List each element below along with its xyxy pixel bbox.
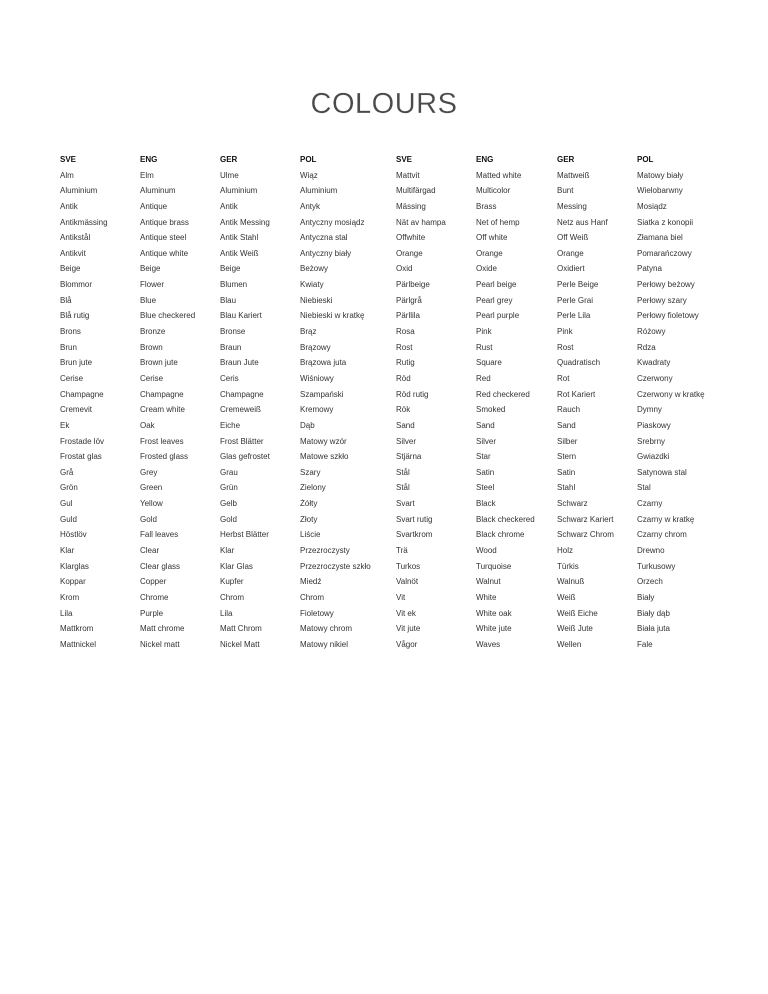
- table-cell: Rutig: [396, 358, 415, 368]
- table-cell: Beige: [220, 264, 241, 274]
- table-cell: Sand: [396, 420, 415, 430]
- table-row: [60, 559, 750, 575]
- table-cell: Turkos: [396, 561, 421, 571]
- table-cell: Rost: [396, 342, 413, 352]
- table-row: [60, 590, 750, 606]
- table-cell: Frost leaves: [140, 436, 184, 446]
- table-cell: Orzech: [637, 577, 663, 587]
- table-cell: Perle Beige: [557, 280, 599, 290]
- table-cell: Rök: [396, 405, 411, 415]
- column-header: ENG: [140, 155, 158, 164]
- table-cell: Nickel matt: [140, 639, 180, 649]
- table-cell: Żółty: [300, 499, 318, 509]
- table-cell: Czerwony w kratkę: [637, 389, 705, 399]
- table-cell: Grey: [140, 467, 158, 477]
- table-cell: Brown jute: [140, 358, 178, 368]
- column-header: SVE: [396, 155, 413, 164]
- table-cell: Liście: [300, 530, 321, 540]
- table-cell: Grau: [220, 467, 238, 477]
- table-cell: Champagne: [60, 389, 104, 399]
- table-cell: Weiß: [557, 592, 576, 602]
- table-cell: Grün: [220, 483, 238, 493]
- table-cell: Szary: [300, 467, 321, 477]
- table-cell: Kremowy: [300, 405, 334, 415]
- table-row: [60, 527, 750, 543]
- table-cell: Pink: [557, 327, 573, 337]
- table-cell: Perłowy beżowy: [637, 280, 695, 290]
- table-cell: Sand: [476, 420, 495, 430]
- table-cell: White jute: [476, 624, 512, 634]
- table-cell: Wiąz: [300, 170, 318, 180]
- table-cell: Klarglas: [60, 561, 89, 571]
- table-cell: Gwiazdki: [637, 452, 670, 462]
- table-cell: Herbst Blätter: [220, 530, 269, 540]
- table-cell: Brun: [60, 342, 77, 352]
- table-row: [60, 355, 750, 371]
- table-cell: Ceris: [220, 373, 239, 383]
- table-cell: Klar Glas: [220, 561, 253, 571]
- table-cell: Green: [140, 483, 163, 493]
- table-cell: Oxide: [476, 264, 497, 274]
- table-cell: Stål: [396, 483, 410, 493]
- table-cell: Gold: [140, 514, 157, 524]
- table-cell: Vit ek: [396, 608, 416, 618]
- column-header: POL: [300, 155, 317, 164]
- table-cell: Svartkrom: [396, 530, 433, 540]
- table-cell: Rosa: [396, 327, 415, 337]
- table-cell: Chrome: [140, 592, 169, 602]
- table-row: [60, 402, 750, 418]
- table-row: [60, 418, 750, 434]
- table-row: [60, 308, 750, 324]
- table-cell: Rot Kariert: [557, 389, 596, 399]
- table-cell: Brass: [476, 201, 497, 211]
- table-cell: Perłowy fioletowy: [637, 311, 699, 321]
- table-cell: Vågor: [396, 639, 418, 649]
- table-cell: Off Weiß: [557, 233, 589, 243]
- table-cell: Rdza: [637, 342, 656, 352]
- table-cell: Matowy chrom: [300, 624, 353, 634]
- table-cell: Grå: [60, 467, 74, 477]
- table-cell: Blå: [60, 295, 72, 305]
- table-cell: Yellow: [140, 499, 163, 509]
- table-cell: Dąb: [300, 420, 315, 430]
- table-row: [60, 199, 750, 215]
- table-cell: Wood: [476, 546, 497, 556]
- table-row: [60, 371, 750, 387]
- table-cell: Wiśniowy: [300, 373, 334, 383]
- table-cell: Red checkered: [476, 389, 530, 399]
- table-cell: Gelb: [220, 499, 237, 509]
- table-cell: Silver: [476, 436, 497, 446]
- table-cell: Klar: [220, 546, 235, 556]
- table-cell: Mattvit: [396, 170, 420, 180]
- table-cell: Przezroczysty: [300, 546, 350, 556]
- table-cell: Trä: [396, 546, 408, 556]
- table-cell: Drewno: [637, 546, 665, 556]
- table-cell: Mattweiß: [557, 170, 590, 180]
- table-cell: Blau: [220, 295, 237, 305]
- table-cell: Nickel Matt: [220, 639, 260, 649]
- table-cell: Różowy: [637, 327, 666, 337]
- table-row: [60, 168, 750, 184]
- table-cell: Brown: [140, 342, 163, 352]
- table-cell: Stjärna: [396, 452, 422, 462]
- table-cell: Black: [476, 499, 496, 509]
- table-cell: Clear: [140, 546, 160, 556]
- table-cell: Guld: [60, 514, 77, 524]
- table-row: [60, 512, 750, 528]
- table-cell: Cerise: [140, 373, 164, 383]
- table-cell: Blumen: [220, 280, 248, 290]
- table-cell: Matowy biały: [637, 170, 684, 180]
- column-header: POL: [637, 155, 654, 164]
- table-cell: Perle Grai: [557, 295, 594, 305]
- table-cell: Orange: [396, 248, 423, 258]
- table-cell: Fale: [637, 639, 653, 649]
- table-row: [60, 387, 750, 403]
- table-cell: Pärlbeige: [396, 280, 430, 290]
- table-cell: Brąz: [300, 327, 317, 337]
- table-cell: Red: [476, 373, 491, 383]
- table-cell: Brons: [60, 327, 81, 337]
- table-header-row: [60, 152, 750, 168]
- table-cell: Niebieski: [300, 295, 333, 305]
- table-cell: Aluminium: [60, 186, 98, 196]
- table-cell: Antyczna stal: [300, 233, 348, 243]
- table-cell: Grön: [60, 483, 78, 493]
- table-cell: Blommor: [60, 280, 93, 290]
- table-cell: Turquoise: [476, 561, 512, 571]
- table-cell: Chrom: [220, 592, 245, 602]
- table-cell: Mosiądz: [637, 201, 667, 211]
- table-cell: Oak: [140, 420, 155, 430]
- table-cell: Svart: [396, 499, 415, 509]
- table-cell: Offwhite: [396, 233, 426, 243]
- table-cell: Schwarz: [557, 499, 588, 509]
- table-cell: Beżowy: [300, 264, 329, 274]
- table-cell: Krom: [60, 592, 80, 602]
- table-cell: Black chrome: [476, 530, 525, 540]
- table-cell: Blue: [140, 295, 157, 305]
- table-cell: Messing: [557, 201, 587, 211]
- table-cell: Nät av hampa: [396, 217, 446, 227]
- table-row: [60, 434, 750, 450]
- table-cell: White: [476, 592, 497, 602]
- table-cell: Sand: [557, 420, 576, 430]
- table-cell: Aluminium: [300, 186, 338, 196]
- table-cell: Turkusowy: [637, 561, 676, 571]
- table-cell: Matted white: [476, 170, 522, 180]
- table-cell: Oxidiert: [557, 264, 585, 274]
- table-cell: Antik: [60, 201, 78, 211]
- table-cell: Rust: [476, 342, 493, 352]
- table-cell: Pearl purple: [476, 311, 520, 321]
- table-cell: Antik Messing: [220, 217, 270, 227]
- table-cell: Silber: [557, 436, 578, 446]
- table-cell: Weiß Jute: [557, 624, 593, 634]
- table-cell: Czerwony: [637, 373, 673, 383]
- table-cell: Eiche: [220, 420, 241, 430]
- table-cell: Antikmässing: [60, 217, 108, 227]
- table-cell: Brun jute: [60, 358, 93, 368]
- table-cell: Kwiaty: [300, 280, 324, 290]
- table-cell: Purple: [140, 608, 164, 618]
- table-cell: Dymny: [637, 405, 662, 415]
- table-cell: Patyna: [637, 264, 662, 274]
- table-cell: Off white: [476, 233, 508, 243]
- table-cell: Cerise: [60, 373, 84, 383]
- table-cell: Czarny chrom: [637, 530, 687, 540]
- table-cell: Blau Kariert: [220, 311, 262, 321]
- table-cell: Stahl: [557, 483, 576, 493]
- table-cell: White oak: [476, 608, 512, 618]
- table-cell: Vit: [396, 592, 406, 602]
- table-cell: Kupfer: [220, 577, 244, 587]
- table-row: [60, 246, 750, 262]
- table-cell: Braun Jute: [220, 358, 259, 368]
- table-cell: Cremeweiß: [220, 405, 261, 415]
- table-row: [60, 230, 750, 246]
- table-cell: Perłowy szary: [637, 295, 687, 305]
- table-row: [60, 480, 750, 496]
- table-cell: Frosted glass: [140, 452, 189, 462]
- table-row: [60, 183, 750, 199]
- table-cell: Valnöt: [396, 577, 419, 587]
- table-cell: Szampański: [300, 389, 344, 399]
- table-cell: Rost: [557, 342, 574, 352]
- table-cell: Kwadraty: [637, 358, 671, 368]
- table-cell: Antik Weiß: [220, 248, 259, 258]
- table-cell: Wellen: [557, 639, 582, 649]
- table-row: [60, 606, 750, 622]
- table-cell: Oxid: [396, 264, 413, 274]
- table-row: [60, 496, 750, 512]
- table-cell: Blå rutig: [60, 311, 90, 321]
- table-cell: Gold: [220, 514, 237, 524]
- table-cell: Antique: [140, 201, 168, 211]
- table-cell: Stal: [637, 483, 651, 493]
- table-cell: Biały: [637, 592, 655, 602]
- table-cell: Brązowa juta: [300, 358, 347, 368]
- table-cell: Gul: [60, 499, 73, 509]
- table-cell: Niebieski w kratkę: [300, 311, 365, 321]
- table-cell: Satynowa stal: [637, 467, 687, 477]
- table-cell: Matt chrome: [140, 624, 185, 634]
- table-cell: Cream white: [140, 405, 185, 415]
- table-cell: Przezroczyste szkło: [300, 561, 371, 571]
- table-cell: Braun: [220, 342, 242, 352]
- table-cell: Flower: [140, 280, 165, 290]
- table-cell: Bronze: [140, 327, 166, 337]
- table-cell: Miedź: [300, 577, 322, 587]
- table-cell: Aluminum: [140, 186, 176, 196]
- table-cell: Walnut: [476, 577, 501, 587]
- table-cell: Holz: [557, 546, 574, 556]
- table-cell: Svart rutig: [396, 514, 433, 524]
- table-cell: Quadratisch: [557, 358, 601, 368]
- table-cell: Stål: [396, 467, 410, 477]
- table-cell: Schwarz Chrom: [557, 530, 614, 540]
- table-cell: Weiß Eiche: [557, 608, 598, 618]
- table-cell: Net of hemp: [476, 217, 520, 227]
- table-cell: Antyczny mosiądz: [300, 217, 365, 227]
- table-cell: Brązowy: [300, 342, 331, 352]
- table-cell: Alm: [60, 170, 74, 180]
- table-row: [60, 637, 750, 653]
- table-cell: Srebrny: [637, 436, 666, 446]
- column-header: ENG: [476, 155, 494, 164]
- table-cell: Blue checkered: [140, 311, 196, 321]
- table-cell: Wielobarwny: [637, 186, 683, 196]
- table-cell: Black checkered: [476, 514, 535, 524]
- table-cell: Orange: [557, 248, 584, 258]
- table-cell: Perle Lila: [557, 311, 591, 321]
- table-cell: Pink: [476, 327, 492, 337]
- table-cell: Lila: [220, 608, 233, 618]
- table-cell: Pomarańczowy: [637, 248, 692, 258]
- table-cell: Czarny w kratkę: [637, 514, 695, 524]
- table-cell: Frostade löv: [60, 436, 105, 446]
- table-row: [60, 277, 750, 293]
- table-cell: Star: [476, 452, 491, 462]
- table-cell: Chrom: [300, 592, 325, 602]
- table-cell: Antique brass: [140, 217, 189, 227]
- table-row: [60, 574, 750, 590]
- table-cell: Glas gefrostet: [220, 452, 270, 462]
- page-title: COLOURS: [310, 88, 458, 120]
- table-cell: Cremevit: [60, 405, 93, 415]
- table-row: [60, 465, 750, 481]
- table-row: [60, 215, 750, 231]
- table-cell: Netz aus Hanf: [557, 217, 608, 227]
- table-cell: Rauch: [557, 405, 581, 415]
- table-cell: Antik: [220, 201, 238, 211]
- table-cell: Square: [476, 358, 502, 368]
- table-cell: Ulme: [220, 170, 239, 180]
- table-cell: Antique white: [140, 248, 189, 258]
- column-header: GER: [557, 155, 575, 164]
- table-cell: Złoty: [300, 514, 318, 524]
- table-cell: Höstlöv: [60, 530, 87, 540]
- table-cell: Smoked: [476, 405, 506, 415]
- table-row: [60, 293, 750, 309]
- table-cell: Röd: [396, 373, 411, 383]
- table-cell: Stern: [557, 452, 577, 462]
- table-cell: Ek: [60, 420, 70, 430]
- table-cell: Antique steel: [140, 233, 187, 243]
- table-cell: Zielony: [300, 483, 326, 493]
- table-cell: Waves: [476, 639, 501, 649]
- table-cell: Fioletowy: [300, 608, 334, 618]
- table-cell: Frost Blätter: [220, 436, 264, 446]
- table-cell: Matowy wzór: [300, 436, 347, 446]
- table-cell: Türkis: [557, 561, 579, 571]
- table-cell: Bronse: [220, 327, 246, 337]
- table-cell: Mattkrom: [60, 624, 94, 634]
- table-cell: Antyk: [300, 201, 321, 211]
- table-cell: Aluminium: [220, 186, 258, 196]
- table-cell: Matt Chrom: [220, 624, 262, 634]
- table-cell: Antyczny biały: [300, 248, 352, 258]
- table-cell: Antik Stahl: [220, 233, 259, 243]
- table-cell: Champagne: [220, 389, 264, 399]
- table-cell: Multifärgad: [396, 186, 436, 196]
- table-cell: Klar: [60, 546, 75, 556]
- table-row: [60, 340, 750, 356]
- table-cell: Schwarz Kariert: [557, 514, 614, 524]
- table-row: [60, 324, 750, 340]
- table-cell: Koppar: [60, 577, 86, 587]
- table-cell: Biały dąb: [637, 608, 670, 618]
- table-cell: Elm: [140, 170, 154, 180]
- table-cell: Clear glass: [140, 561, 181, 571]
- table-cell: Pearl beige: [476, 280, 517, 290]
- column-header: GER: [220, 155, 238, 164]
- table-cell: Fall leaves: [140, 530, 179, 540]
- table-cell: Röd rutig: [396, 389, 429, 399]
- table-cell: Matowe szkło: [300, 452, 349, 462]
- table-cell: Silver: [396, 436, 417, 446]
- table-cell: Lila: [60, 608, 73, 618]
- table-cell: Copper: [140, 577, 167, 587]
- table-cell: Matowy nikiel: [300, 639, 349, 649]
- table-cell: Walnuß: [557, 577, 585, 587]
- table-cell: Mattnickel: [60, 639, 97, 649]
- table-cell: Frostat glas: [60, 452, 102, 462]
- table-cell: Biała juta: [637, 624, 670, 634]
- table-cell: Orange: [476, 248, 503, 258]
- table-cell: Złamana biel: [637, 233, 683, 243]
- table-cell: Bunt: [557, 186, 574, 196]
- table-row: [60, 261, 750, 277]
- table-cell: Multicolor: [476, 186, 511, 196]
- column-header: SVE: [60, 155, 77, 164]
- table-cell: Steel: [476, 483, 495, 493]
- table-cell: Antikvit: [60, 248, 86, 258]
- table-cell: Pärlgrå: [396, 295, 422, 305]
- table-row: [60, 543, 750, 559]
- table-cell: Antikstål: [60, 233, 91, 243]
- table-cell: Piaskowy: [637, 420, 671, 430]
- colours-table: [60, 152, 750, 653]
- table-cell: Rot: [557, 373, 570, 383]
- table-cell: Champagne: [140, 389, 184, 399]
- table-cell: Mässing: [396, 201, 426, 211]
- table-row: [60, 449, 750, 465]
- table-cell: Pearl grey: [476, 295, 513, 305]
- table-cell: Beige: [60, 264, 81, 274]
- table-cell: Siatka z konopii: [637, 217, 694, 227]
- table-cell: Satin: [476, 467, 495, 477]
- table-cell: Pärllila: [396, 311, 421, 321]
- table-cell: Satin: [557, 467, 576, 477]
- table-cell: Vit jute: [396, 624, 421, 634]
- table-cell: Beige: [140, 264, 161, 274]
- table-row: [60, 621, 750, 637]
- table-cell: Czarny: [637, 499, 663, 509]
